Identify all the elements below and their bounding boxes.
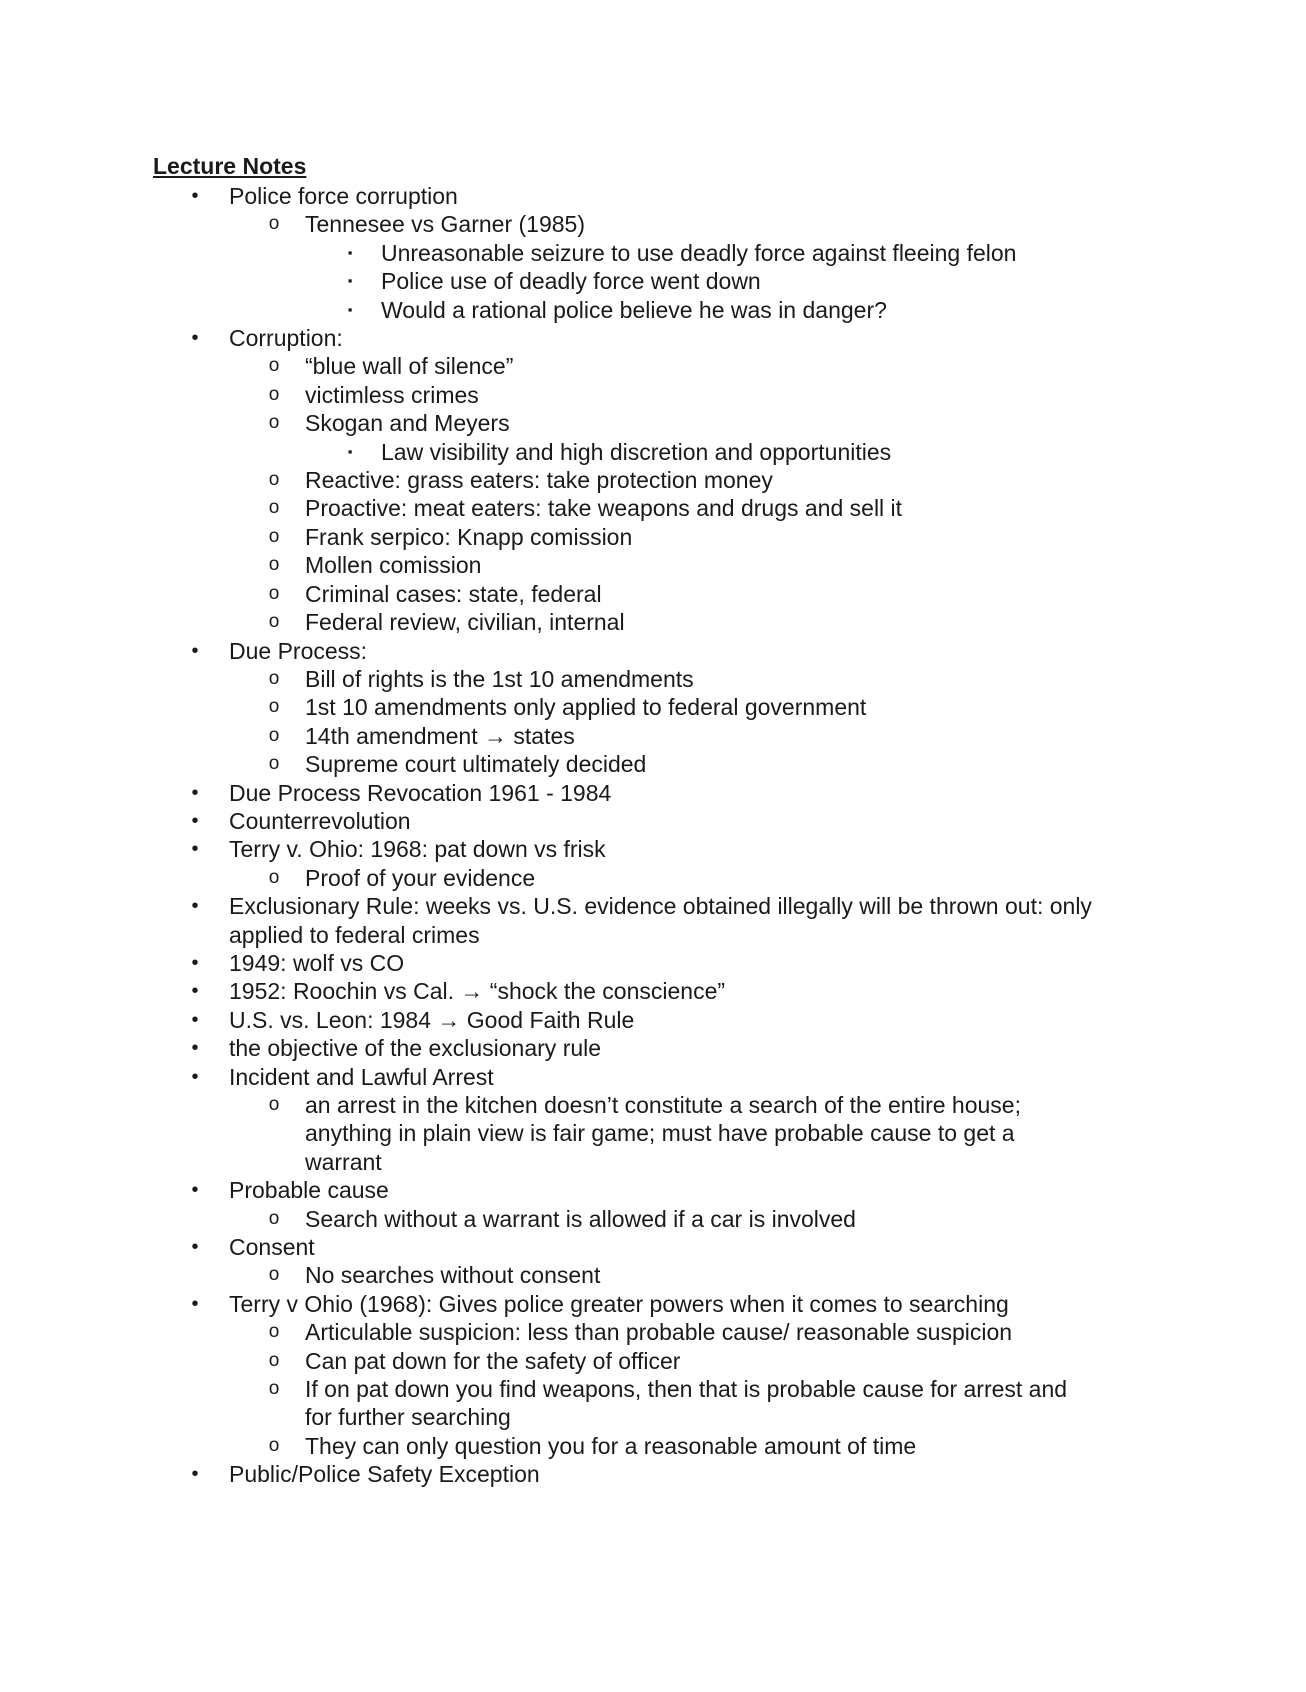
circle-bullet-icon: o: [268, 213, 280, 235]
list-item-level-2: [0, 1261, 1306, 1289]
list-item-level-2: [0, 381, 1306, 409]
list-item-text: the objective of the exclusionary rule: [229, 1035, 602, 1062]
list-item-level-1: [0, 977, 1306, 1005]
circle-bullet-icon: o: [268, 866, 280, 888]
list-item-text: Due Process Revocation 1961 - 1984: [229, 779, 612, 806]
circle-bullet-icon: o: [268, 696, 280, 718]
list-item-text: 1952: Roochin vs Cal. → “shock the conscience”: [229, 978, 726, 1005]
list-item-level-2: [0, 1432, 1306, 1460]
list-item-level-2: [0, 580, 1306, 608]
list-item-level-1: [0, 1233, 1306, 1261]
list-item-text: They can only question you for a reasonable amount of time: [305, 1432, 917, 1459]
list-item-level-2: [0, 864, 1306, 892]
list-item-text: Due Process:: [229, 637, 368, 664]
bullet-icon: •: [191, 1037, 199, 1060]
list-item-level-3: [0, 267, 1306, 295]
list-item-level-3: [0, 296, 1306, 324]
list-item-text: Bill of rights is the 1st 10 amendments: [305, 665, 694, 692]
list-item-text: U.S. vs. Leon: 1984 → Good Faith Rule: [229, 1006, 635, 1033]
list-item-level-2: [0, 1318, 1306, 1346]
circle-bullet-icon: o: [268, 1434, 280, 1456]
list-item-level-2: [0, 523, 1306, 551]
list-item-level-1: [0, 1034, 1306, 1062]
list-item-text: 1949: wolf vs CO: [229, 949, 405, 976]
list-item-text: Law visibility and high discretion and opportunities: [381, 438, 892, 465]
list-item-text: Federal review, civilian, internal: [305, 609, 625, 636]
list-item-text: Police force corruption: [229, 183, 458, 209]
circle-bullet-icon: o: [268, 724, 280, 746]
list-item-level-2: [0, 608, 1306, 636]
list-item-level-2: [0, 409, 1306, 437]
list-item-level-2: [0, 1205, 1306, 1233]
list-item-text: Terry v. Ohio: 1968: pat down vs frisk: [229, 836, 606, 863]
list-item-level-2: [0, 750, 1306, 778]
list-item-level-2: [0, 210, 1306, 238]
circle-bullet-icon: o: [268, 412, 280, 434]
list-item-level-2: [0, 1091, 1306, 1176]
list-item-level-3: [0, 239, 1306, 267]
bullet-icon: •: [191, 980, 199, 1003]
list-item-level-2: [0, 1375, 1306, 1432]
list-item-text: If on pat down you find weapons, then that is probable cause for arrest and for further searching: [305, 1376, 1068, 1431]
square-bullet-icon: ▪: [347, 244, 353, 260]
list-item-text: Probable cause: [229, 1177, 389, 1204]
list-item-level-2: [0, 494, 1306, 522]
bullet-icon: •: [191, 185, 199, 207]
circle-bullet-icon: o: [268, 1321, 280, 1343]
circle-bullet-icon: o: [268, 1094, 280, 1115]
list-item-level-1: [0, 1063, 1306, 1091]
list-item-text: Consent: [229, 1234, 315, 1261]
bullet-icon: •: [191, 639, 199, 662]
list-item-text: Reactive: grass eaters: take protection money: [305, 467, 773, 494]
list-item-text: 1st 10 amendments only applied to federal government: [305, 694, 867, 721]
list-item-text: victimless crimes: [305, 381, 479, 408]
bullet-icon: •: [191, 1008, 199, 1031]
circle-bullet-icon: o: [268, 582, 280, 604]
bullet-icon: •: [191, 809, 199, 832]
bullet-icon: •: [191, 781, 199, 804]
square-bullet-icon: ▪: [347, 273, 353, 289]
circle-bullet-icon: o: [268, 1207, 280, 1229]
list-item-text: Frank serpico: Knapp comission: [305, 523, 633, 550]
list-item-text: Criminal cases: state, federal: [305, 580, 602, 607]
list-item-text: Articulable suspicion: less than probable cause/ reasonable suspicion: [305, 1319, 1013, 1346]
list-item-level-1: [0, 779, 1306, 807]
bullet-icon: •: [191, 1463, 199, 1486]
list-item-text: Proof of your evidence: [305, 864, 536, 891]
list-item-text: Would a rational police believe he was in danger?: [381, 296, 887, 323]
list-item-level-1: [0, 1006, 1306, 1034]
list-item-level-1: [0, 1460, 1306, 1488]
square-bullet-icon: ▪: [347, 443, 353, 459]
list-item-level-1: [0, 1176, 1306, 1204]
bullet-icon: •: [191, 1065, 199, 1088]
list-item-text: Police use of deadly force went down: [381, 268, 761, 295]
circle-bullet-icon: o: [268, 1378, 280, 1400]
circle-bullet-icon: o: [268, 469, 280, 491]
circle-bullet-icon: o: [268, 497, 280, 519]
list-item-text: Can pat down for the safety of officer: [305, 1347, 681, 1374]
list-item-text: 14th amendment → states: [305, 722, 575, 749]
list-item-level-1: [0, 1290, 1306, 1318]
list-item-level-1: [0, 182, 1306, 210]
circle-bullet-icon: o: [268, 611, 280, 633]
list-item-level-2: [0, 1347, 1306, 1375]
list-item-text: Mollen comission: [305, 552, 482, 579]
list-item-level-1: [0, 949, 1306, 977]
square-bullet-icon: ▪: [347, 301, 353, 317]
list-item-text: an arrest in the kitchen doesn’t constitute a search of the entire house; anything in plain view is fair game; must have probable cause to get a warrant: [305, 1092, 1021, 1175]
list-item-text: Counterrevolution: [229, 807, 411, 834]
list-item-text: Unreasonable seizure to use deadly force against fleeing felon: [381, 239, 1017, 266]
list-item-level-1: [0, 807, 1306, 835]
list-item-text: Skogan and Meyers: [305, 410, 510, 437]
circle-bullet-icon: o: [268, 554, 280, 576]
page-title: Lecture Notes: [153, 153, 307, 179]
bullet-icon: •: [191, 1292, 199, 1315]
list-item-level-2: [0, 665, 1306, 693]
list-item-text: No searches without consent: [305, 1262, 601, 1289]
bullet-icon: •: [191, 1236, 199, 1259]
circle-bullet-icon: o: [268, 1264, 280, 1286]
list-item-text: Proactive: meat eaters: take weapons and drugs and sell it: [305, 495, 903, 522]
list-item-level-2: [0, 551, 1306, 579]
list-item-level-1: [0, 637, 1306, 665]
list-item-level-2: [0, 466, 1306, 494]
lecture-notes-list: [0, 182, 1306, 1489]
list-item-text: Tennesee vs Garner (1985): [305, 211, 585, 238]
circle-bullet-icon: o: [268, 1349, 280, 1371]
list-item-text: Supreme court ultimately decided: [305, 751, 647, 778]
list-item-text: Corruption:: [229, 325, 343, 352]
list-item-level-3: [0, 438, 1306, 466]
list-item-text: Public/Police Safety Exception: [229, 1461, 540, 1488]
list-item-level-2: [0, 352, 1306, 380]
circle-bullet-icon: o: [268, 383, 280, 405]
bullet-icon: •: [191, 951, 199, 974]
circle-bullet-icon: o: [268, 525, 280, 547]
list-item-level-1: [0, 892, 1306, 949]
bullet-icon: •: [191, 838, 199, 861]
bullet-icon: •: [191, 327, 199, 350]
circle-bullet-icon: o: [268, 355, 280, 377]
bullet-icon: •: [191, 895, 199, 918]
list-item-level-2: [0, 693, 1306, 721]
list-item-text: Terry v Ohio (1968): Gives police greater powers when it comes to searching: [229, 1290, 1009, 1317]
list-item-level-1: [0, 835, 1306, 863]
bullet-icon: •: [191, 1179, 199, 1202]
list-item-text: Search without a warrant is allowed if a car is involved: [305, 1205, 856, 1232]
list-item-level-1: [0, 324, 1306, 352]
list-item-level-2: [0, 722, 1306, 750]
list-item-text: Incident and Lawful Arrest: [229, 1063, 494, 1090]
list-item-text: Exclusionary Rule: weeks vs. U.S. evidence obtained illegally will be thrown out: only applied to federal crimes: [229, 893, 1092, 948]
circle-bullet-icon: o: [268, 753, 280, 775]
list-item-text: “blue wall of silence”: [305, 353, 514, 380]
circle-bullet-icon: o: [268, 667, 280, 689]
